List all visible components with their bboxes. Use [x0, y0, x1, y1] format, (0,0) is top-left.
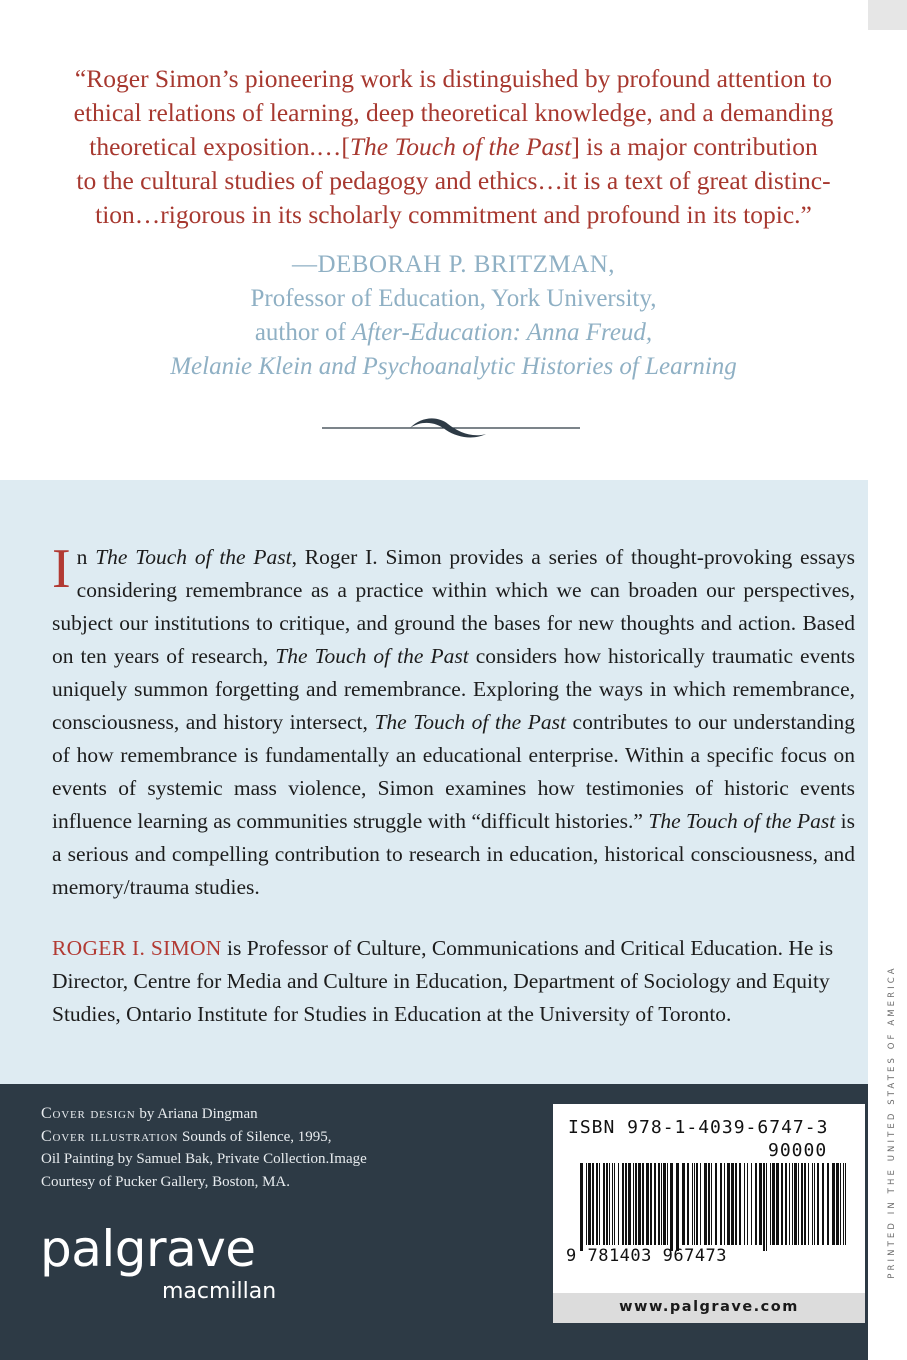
barcode-bar [596, 1163, 598, 1245]
barcode-bar [755, 1163, 757, 1245]
barcode-bar [696, 1163, 698, 1245]
barcode-bar [832, 1163, 835, 1245]
barcode-bar [676, 1163, 679, 1251]
description-seg-4: contributes to our understanding of how remembrance is fundamentally an educational enterprise. Within a specific focus on events of systemic mass violence, Simon examines how testimonies of historic events influence learning as communities struggle with “difficult histories.” [52, 710, 855, 833]
barcode-bar [785, 1163, 787, 1245]
description-title-1: The Touch of the Past [95, 545, 292, 569]
quote-book-title: The Touch of the Past [349, 132, 572, 161]
barcode-bar [609, 1163, 610, 1245]
barcode-bar [792, 1163, 793, 1245]
barcode-icon [578, 1163, 770, 1251]
barcode-bar [603, 1163, 605, 1245]
barcode-bar [654, 1163, 656, 1245]
barcode-bar [704, 1163, 707, 1245]
barcode-bar [708, 1163, 710, 1245]
barcode-bar [694, 1163, 695, 1245]
barcode-bar [687, 1163, 689, 1245]
endorsement-quote [40, 62, 867, 232]
barcode-bar [588, 1163, 591, 1245]
barcode-bar [770, 1163, 771, 1245]
barcode-bar [744, 1163, 745, 1245]
barcode-bar [766, 1163, 767, 1251]
barcode-bar [840, 1163, 841, 1245]
barcode-bar [759, 1163, 762, 1245]
barcode-bar [592, 1163, 594, 1245]
description-seg-3: considers how historically traumatic events uniquely summon forgetting and remembrance. Exploring the ways in which remembrance, consciousness, and history intersect, [52, 644, 855, 734]
barcode-bar [622, 1163, 624, 1245]
barcode-addon-icon [768, 1163, 850, 1251]
barcode-bar [836, 1163, 839, 1245]
endorser-book-line-1: After-Education: Anna Freud, [352, 319, 653, 346]
author-bio [52, 932, 855, 1031]
barcode-bar [633, 1163, 634, 1245]
drop-cap: I [52, 538, 71, 600]
barcode-bar [682, 1163, 685, 1245]
publisher-logo-sub: macmillan [162, 1279, 277, 1304]
cover-design-label: Cover design [41, 1105, 136, 1122]
barcode-bar [650, 1163, 652, 1245]
ornament-divider [322, 408, 580, 444]
barcode-bar [808, 1163, 809, 1245]
barcode-bar [658, 1163, 660, 1245]
barcode-bar [606, 1163, 608, 1245]
barcode-bar [814, 1163, 815, 1245]
barcode-bar [845, 1163, 846, 1245]
author-bio-text: is Professor of Culture, Communications and Critical Education. He is Director, Centre for Media and Culture in Education, Department of Sociology and Equity Studies, Ontario Institute for Studies in Education at the University of Toronto. [52, 936, 834, 1026]
barcode-bar [586, 1163, 587, 1245]
barcode-bar [747, 1163, 748, 1245]
barcode-bar [724, 1163, 725, 1245]
barcode-bar [670, 1163, 673, 1251]
spine-edge-top [868, 0, 907, 30]
cover-credits [41, 1103, 511, 1193]
quote-line-3a: theoretical exposition.…[ [89, 132, 350, 161]
description-title-2: The Touch of the Past [275, 644, 469, 668]
ean-digits: 9 781403 967473 [566, 1246, 728, 1266]
description-seg-1: n [76, 545, 96, 569]
endorser-position: Professor of Education, York University, [250, 285, 657, 312]
barcode-bar [646, 1163, 649, 1245]
barcode-bar [692, 1163, 693, 1245]
barcode-bar [700, 1163, 701, 1245]
description-title-3: The Touch of the Past [374, 710, 566, 734]
barcode-bar [628, 1163, 631, 1245]
barcode-bar [804, 1163, 806, 1245]
barcode-bar [812, 1163, 813, 1245]
endorsement-attribution [40, 248, 867, 384]
barcode-bar [599, 1163, 600, 1245]
printed-in-usa-text: PRINTED IN THE UNITED STATES OF AMERICA [887, 965, 897, 1279]
endorser-book-line-2: Melanie Klein and Psychoanalytic Histories of Learning [170, 353, 737, 380]
publisher-logo-word: palgrave [40, 1220, 256, 1278]
publisher-url: www.palgrave.com [619, 1299, 799, 1315]
barcode-bar [776, 1163, 779, 1245]
barcode-bar [635, 1163, 637, 1245]
barcode-bar [739, 1163, 741, 1245]
cover-illustration-value: Sounds of Silence, 1995, [178, 1128, 332, 1145]
barcode-bar [817, 1163, 819, 1245]
credits-line-4: Courtesy of Pucker Gallery, Boston, MA. [41, 1173, 290, 1190]
book-description [52, 538, 855, 904]
barcode-bar [614, 1163, 615, 1245]
endorser-name: —DEBORAH P. BRITZMAN, [291, 251, 616, 278]
barcode-bar [715, 1163, 717, 1245]
barcode-bar [772, 1163, 775, 1245]
barcode-bar [731, 1163, 734, 1245]
cover-illustration-label: Cover illustration [41, 1127, 179, 1145]
description-title-4: The Touch of the Past [648, 809, 836, 833]
barcode-bar [638, 1163, 641, 1245]
barcode-bar [580, 1163, 583, 1251]
barcode-bar [781, 1163, 783, 1245]
barcode-bar [711, 1163, 712, 1245]
description-seg-2: , Roger I. Simon provides a series of thought-provoking essays considering remembrance as a practice within which we can broaden our perspectives, subject our institutions to critique, and ground the bases for new thoughts and action. Based on ten years of research, [52, 545, 855, 668]
barcode-bar [789, 1163, 790, 1245]
author-name: ROGER I. SIMON [52, 936, 222, 960]
barcode-bar [612, 1163, 613, 1245]
endorser-author-prefix: author of [254, 319, 353, 346]
barcode-bar [625, 1163, 627, 1245]
barcode-bar [663, 1163, 666, 1245]
barcode-bar [642, 1163, 644, 1245]
barcode-bar [661, 1163, 662, 1245]
description-seg-5: is a serious and compelling contribution to research in education, historical consciousness, and memory/trauma studies. [52, 809, 855, 899]
barcode-bar [827, 1163, 829, 1245]
barcode-bar [720, 1163, 722, 1245]
quote-line-2: ethical relations of learning, deep theoretical knowledge, and a demanding [73, 98, 834, 127]
barcode-bar [794, 1163, 797, 1245]
barcode-bar [751, 1163, 752, 1245]
barcode-bar [735, 1163, 737, 1245]
barcode-bar [763, 1163, 765, 1251]
barcode-bar [618, 1163, 619, 1245]
quote-line-4: to the cultural studies of pedagogy and ethics…it is a text of great distinc- [76, 166, 831, 195]
cover-design-value: by Ariana Dingman [135, 1106, 258, 1122]
barcode-bar [801, 1163, 803, 1245]
barcode-bar [843, 1163, 844, 1245]
quote-line-5: tion…rigorous in its scholarly commitment and profound in its topic.” [95, 200, 812, 229]
barcode-bar [667, 1163, 668, 1245]
quote-line-3b: ] is a major contribution [571, 132, 818, 161]
barcode-bar [822, 1163, 824, 1245]
barcode-bar [798, 1163, 799, 1245]
isbn-number: ISBN 978-1-4039-6747-3 [568, 1117, 829, 1138]
credits-line-3: Oil Painting by Samuel Bak, Private Collection.Image [41, 1151, 367, 1167]
price-code: 90000 [768, 1140, 828, 1161]
barcode-bar [727, 1163, 730, 1245]
quote-line-1: “Roger Simon’s pioneering work is distinguished by profound attention to [74, 64, 833, 93]
